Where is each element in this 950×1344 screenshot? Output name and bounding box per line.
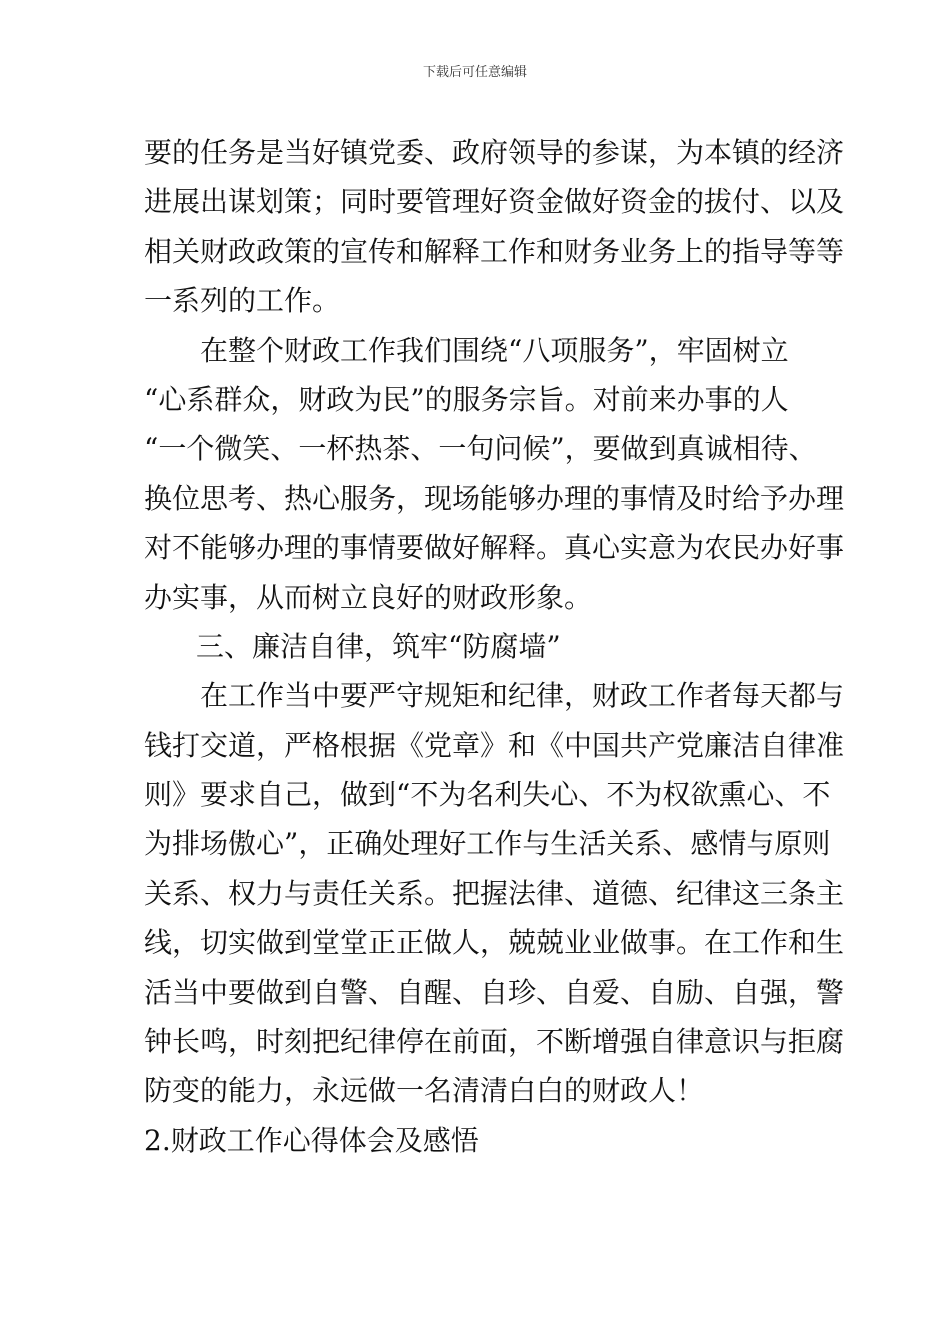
text-line: 相关财政政策的宣传和解释工作和财务业务上的指导等等 <box>144 234 845 268</box>
paragraph-service <box>144 326 845 622</box>
text-line: 关系、权力与责任关系。把握法律、道德、纪律这三条主 <box>144 876 845 910</box>
text-line: 活当中要做到自警、自醒、自珍、自爱、自励、自强，警 <box>144 975 845 1009</box>
section-heading-reflection <box>144 1116 809 1165</box>
text-line: 一系列的工作。 <box>144 284 341 318</box>
text-line: 在工作当中要严守规矩和纪律，财政工作者每天都与 <box>200 679 845 713</box>
text-line: 要的任务是当好镇党委、政府领导的参谋，为本镇的经济 <box>144 136 845 169</box>
text-line: 防变的能力，永远做一名清清白白的财政人！ <box>144 1074 705 1108</box>
text-line: 则》要求自己，做到“不为名利失心、不为权欲熏心、不 <box>144 778 831 812</box>
text-line: “心系群众，财政为民”的服务宗旨。对前来办事的人 <box>144 382 789 416</box>
section-heading-text: 2.财政工作心得体会及感悟 <box>144 1123 479 1157</box>
section-heading-integrity <box>144 622 809 671</box>
text-line: 钱打交道，严格根据《党章》和《中国共产党廉洁自律准 <box>144 728 845 762</box>
text-line: 钟长鸣，时刻把纪律停在前面，不断增强自律意识与拒腐 <box>144 1025 845 1059</box>
section-heading-text: 三、廉洁自律，筑牢“防腐墙” <box>196 629 561 663</box>
text-line: 在整个财政工作我们围绕“八项服务”，牢固树立 <box>200 333 789 367</box>
text-line: 办实事，从而树立良好的财政形象。 <box>144 580 593 614</box>
text-line: 为排场傲心”，正确处理好工作与生活关系、感情与原则 <box>144 827 831 861</box>
paragraph-duties <box>144 128 845 326</box>
text-line: 进展出谋划策；同时要管理好资金做好资金的拔付、以及 <box>144 185 845 219</box>
document-body <box>144 128 845 1165</box>
paragraph-integrity <box>144 671 845 1116</box>
text-line: “一个微笑、一杯热茶、一句问候”，要做到真诚相待、 <box>144 432 817 466</box>
text-line: 对不能够办理的事情要做好解释。真心实意为农民办好事 <box>144 531 845 565</box>
text-line: 换位思考、热心服务，现场能够办理的事情及时给予办理 <box>144 481 845 515</box>
text-line: 线，切实做到堂堂正正做人，兢兢业业做事。在工作和生 <box>144 926 845 960</box>
page-header-note: 下载后可任意编辑 <box>422 65 527 80</box>
